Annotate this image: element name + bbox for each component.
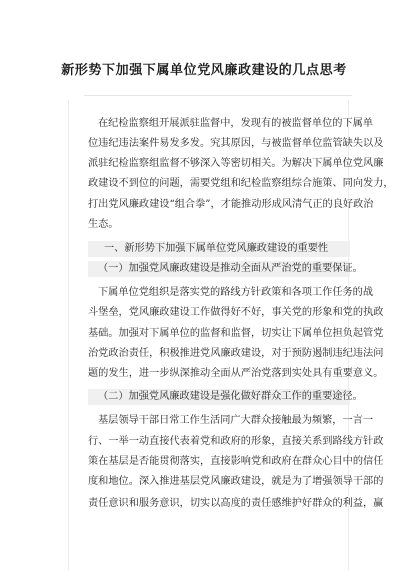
paragraph-line: 题的发生，进一步纵深推动全面从严治党落到实处具有重要意义。 (88, 368, 384, 379)
subsection-heading: （二）加强党风廉政建设是强化做好群众工作的重要途径。 (98, 391, 363, 402)
intro-line: 打出党风廉政建设“组合拳”，才能推动形成风清气正的良好政治 (88, 199, 374, 210)
paragraph-line: 度和地位。深入推进基层党风廉政建设，就是为了增强领导干部的 (88, 476, 384, 487)
paragraph-line: 基层领导干部日常工作生活同广大群众接触最为频繁，一言一 (98, 415, 374, 426)
intro-line: 政建设不到位的问题，需要党组和纪检监察组综合施策、同向发力， (88, 178, 394, 189)
intro-line: 派驻纪检监察组监督不够深入等密切相关。为解决下属单位党风廉 (88, 158, 384, 169)
frame-top-divider (84, 95, 352, 96)
paragraph-line: 斗堡垒，党风廉政建设工作做得好不好，事关党的形象和党的执政 (88, 307, 384, 318)
intro-line: 位违纪违法案件易发多发。究其原因，与被监督单位监管缺失以及 (88, 138, 384, 149)
subsection-heading: （一）加强党风廉政建设是推动全面从严治党的重要保证。 (98, 263, 363, 274)
paragraph-line: 策在基层是否能贯彻落实，直接影响党和政府在群众心目中的信任 (88, 456, 384, 467)
intro-line: 生态。 (88, 219, 119, 230)
paragraph-line: 责任意识和服务意识，切实以高度的责任感维护好群众的利益，赢 (88, 498, 384, 509)
paragraph-line: 基础。加强对下属单位的监督和监督，切实让下属单位担负起管党 (88, 328, 384, 339)
frame-left-border (68, 100, 69, 570)
paragraph-line: 行、一举一动直接代表着党和政府的形象，直接关系到路线方针政 (88, 436, 384, 447)
section-heading: 一、新形势下加强下属单位党风廉政建设的重要性 (104, 243, 329, 254)
paragraph-line: 下属单位党组织是落实党的路线方针政策和各项工作任务的战 (98, 287, 374, 298)
document-title: 新形势下加强下属单位党风廉政建设的几点思考 (61, 63, 347, 78)
intro-line: 在纪检监察组开展派驻监督中，发现有的被监督单位的下属单 (98, 118, 374, 129)
paragraph-line: 治党政治责任，积极推进党风廉政建设，对于预防遏制违纪违法问 (88, 348, 384, 359)
